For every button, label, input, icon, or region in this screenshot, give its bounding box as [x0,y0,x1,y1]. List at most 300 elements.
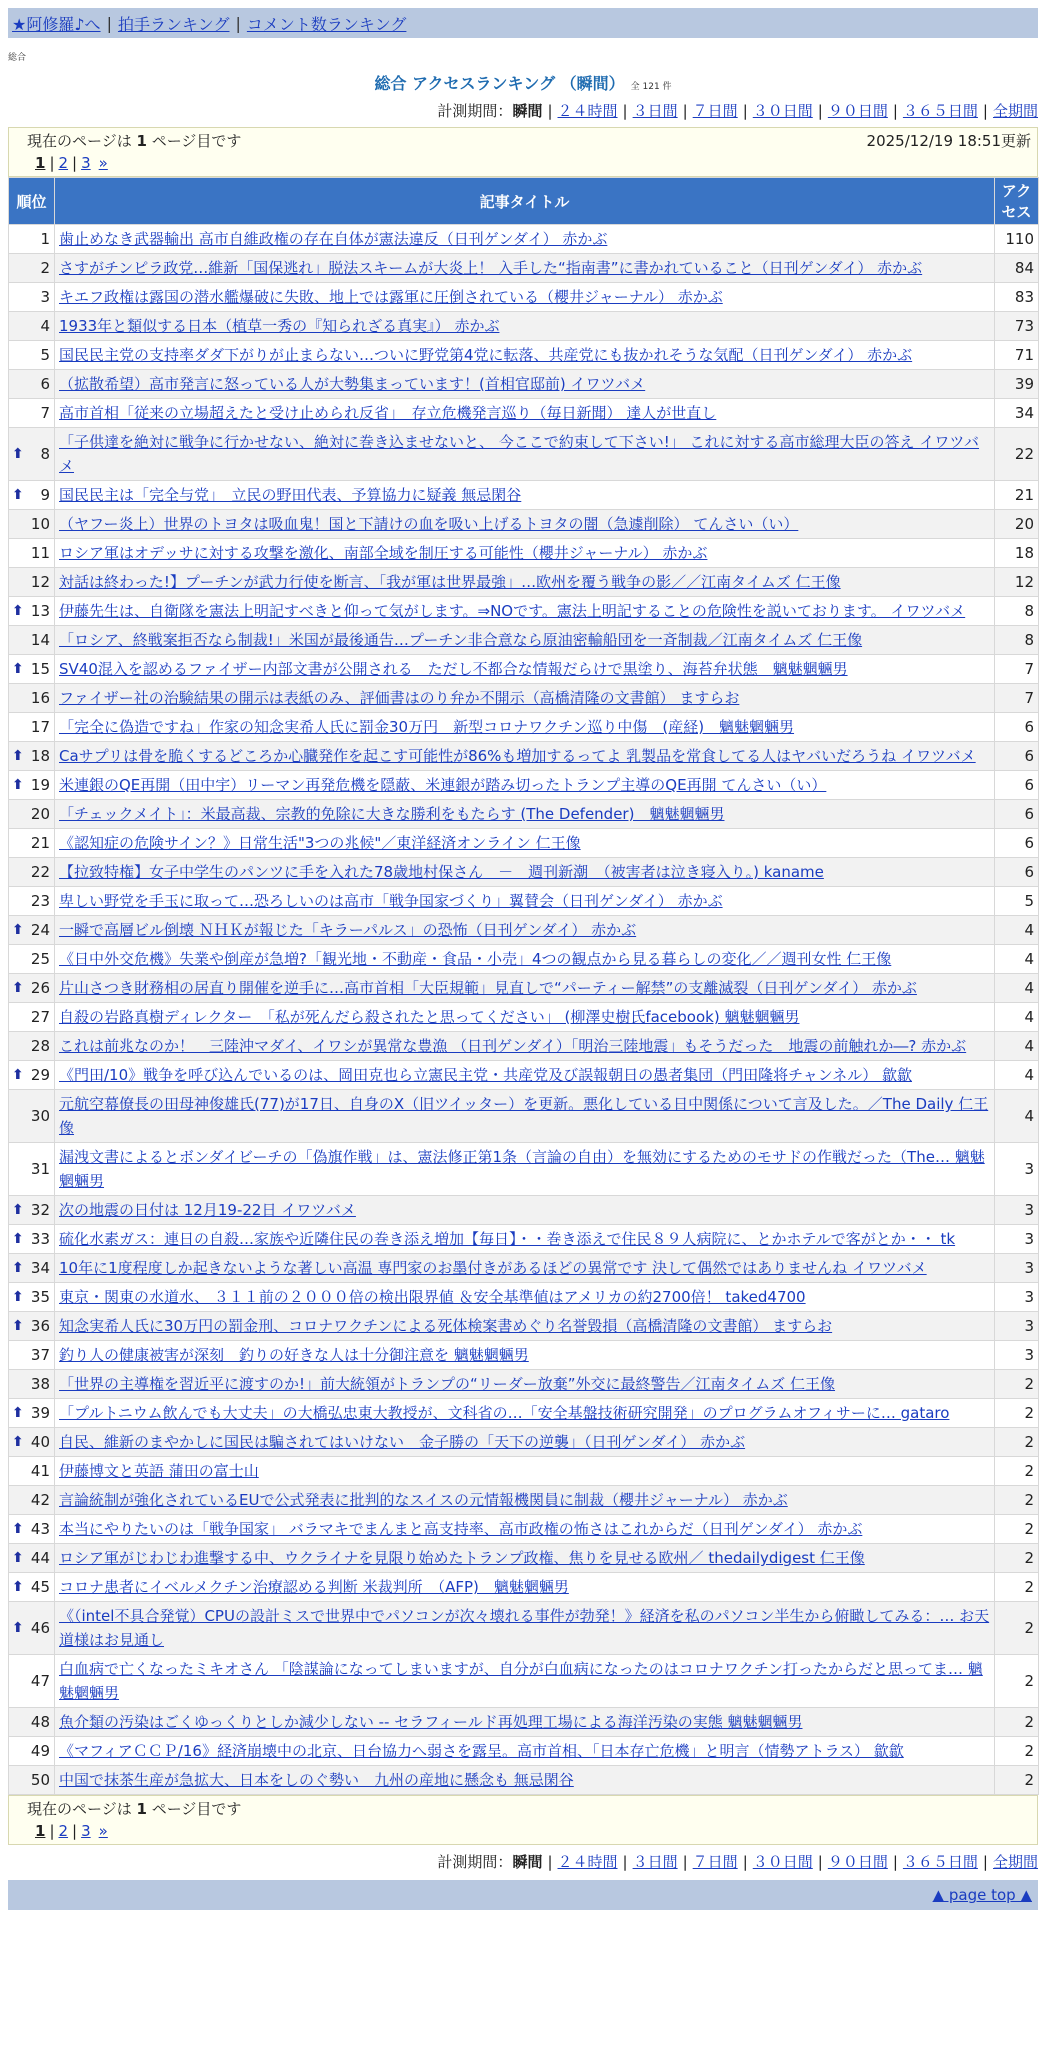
article-title-link[interactable]: 「世界の主導権を習近平に渡すのか!」前大統領がトランプの“リーダー放棄”外交に最終警告／江南タイムズ 仁王像 [59,1375,836,1393]
title-cell [55,1655,995,1708]
access-count: 3 [995,1225,1039,1254]
rank-cell [9,568,55,597]
table-row [9,1515,1039,1544]
rank-number: 15 [30,660,50,678]
rank-number: 44 [30,1549,50,1567]
article-title-link[interactable]: コロナ患者にイベルメクチン治療認める判断 米裁判所 （AFP) 魑魅魍魎男 [59,1578,569,1596]
article-title-link[interactable]: キエフ政権は露国の潜水艦爆破に失敗、地上では露軍に圧倒されている（櫻井ジャーナル） 赤かぶ [59,288,723,306]
title-cell [55,1143,995,1196]
article-title-link[interactable]: ファイザー社の治験結果の開示は表紙のみ、評価書はのり弁か不開示（高橋清隆の文書館） ますらお [59,689,740,707]
rank-number: 40 [30,1433,50,1451]
table-row [9,1737,1039,1766]
title-cell [55,829,995,858]
rank-number: 6 [40,375,50,393]
article-title-link[interactable]: 「完全に偽造ですね」作家の知念実希人氏に罰金30万円 新型コロナワクチン巡り中傷 (産経) 魑魅魍魎男 [59,718,795,736]
title-cell [55,283,995,312]
access-count: 12 [995,568,1039,597]
article-title-link[interactable]: 「ロシア、終戦案拒否なら制裁!」米国が最後通告…プーチン非合意なら原油密輸船団を一斉制裁／江南タイムズ 仁王像 [59,631,863,649]
access-count: 22 [995,428,1039,481]
table-row [9,800,1039,829]
access-count: 3 [995,1254,1039,1283]
pager-page-link[interactable]: 3 [81,1822,91,1840]
pager-next-link[interactable]: » [98,154,108,172]
period-option-link[interactable]: ３日間 [632,102,678,120]
title-cell [55,1225,995,1254]
rank-cell [9,1737,55,1766]
period-separator: | [892,102,898,120]
rank-cell [9,771,55,800]
period-separator: | [817,1853,823,1871]
article-title-link[interactable]: Caサプリは骨を脆くするどころか心臓発作を起こす可能性が86%も増加するってよ 乳製品を常食してる人はヤバいだろうね イワツバメ [59,747,976,765]
title-cell [55,1486,995,1515]
comment-ranking-link[interactable]: コメント数ランキング [246,14,407,34]
access-count: 3 [995,1143,1039,1196]
up-arrow-icon: ⬆ [12,980,24,996]
table-row [9,481,1039,510]
access-count: 2 [995,1399,1039,1428]
period-option-link[interactable]: ２４時間 [557,1853,618,1871]
rank-number: 35 [30,1288,50,1306]
article-title-link[interactable]: 一瞬で高層ビル倒壊 ＮＨＫが報じた「キラーパルス」の恐怖（日刊ゲンダイ） 赤かぶ [59,921,637,939]
access-count: 6 [995,800,1039,829]
period-option-link[interactable]: ３０日間 [752,1853,813,1871]
rank-number: 47 [30,1672,50,1690]
period-separator: | [622,1853,628,1871]
up-arrow-icon: ⬆ [12,1620,24,1636]
table-row [9,1090,1039,1143]
rank-number: 43 [30,1520,50,1538]
access-count: 21 [995,481,1039,510]
table-row [9,1766,1039,1795]
article-title-link[interactable]: 《認知症の危険サイン？》日常生活"3つの兆候"／東洋経済オンライン 仁王像 [59,834,581,852]
table-row [9,399,1039,428]
home-link[interactable]: ★阿修羅♪へ [12,14,101,34]
rank-cell [9,1602,55,1655]
article-title-link[interactable]: 本当にやりたいのは「戦争国家」 バラマキでまんまと高支持率、高市政権の怖さはこれからだ（日刊ゲンダイ） 赤かぶ [59,1520,863,1538]
article-title-link[interactable]: 釣り人の健康被害が深刻 釣りの好きな人は十分御注意を 魑魅魍魎男 [59,1346,529,1364]
rank-cell [9,597,55,626]
article-title-link[interactable]: 《マフィアＣＣＰ/16》経済崩壊中の北京、日台協力へ弱さを露呈。高市首相、「日本存亡危機」と明言（情勢アトラス） 歙歙 [59,1742,904,1760]
rank-cell [9,1428,55,1457]
pager-current: 1 [35,154,46,172]
access-count: 3 [995,1196,1039,1225]
article-title-link[interactable]: 《門田/10》戦争を呼び込んでいるのは、岡田克也ら立憲民主党・共産党及び誤報朝日の愚者集団（門田隆将チャンネル） 歙歙 [59,1066,913,1084]
pager-separator: | [49,154,55,172]
access-count: 2 [995,1708,1039,1737]
rank-number: 10 [30,515,50,533]
article-title-link[interactable]: 言論統制が強化されているEUで公式発表に批判的なスイスの元情報機関員に制裁（櫻井ジャーナル） 赤かぶ [59,1491,788,1509]
article-title-link[interactable]: 卑しい野党を手玉に取って…恐ろしいのは高市「戦争国家づくり」翼賛会（日刊ゲンダイ） 赤かぶ [59,892,723,910]
title-cell [55,399,995,428]
access-count: 8 [995,597,1039,626]
table-row [9,771,1039,800]
period-option-link[interactable]: 全期間 [992,1853,1038,1871]
applause-ranking-link[interactable]: 拍手ランキング [117,14,230,34]
updated-timestamp: 2025/12/19 18:51更新 [866,132,1031,150]
article-title-link[interactable]: 国民民主党の支持率ダダ下がりが止まらない…ついに野党第4党に転落、共産党にも抜かれそうな気配（日刊ゲンダイ） 赤かぶ [59,346,913,364]
access-count: 4 [995,1003,1039,1032]
article-title-link[interactable]: これは前兆なのか！ 三陸沖マダイ、イワシが異常な豊漁 （日刊ゲンダイ）「明治三陸地震」もそうだった 地震の前触れか―? 赤かぶ [59,1037,967,1055]
access-count: 73 [995,312,1039,341]
up-arrow-icon: ⬆ [12,1067,24,1083]
rank-number: 34 [30,1259,50,1277]
rank-number: 27 [30,1008,50,1026]
rank-number: 29 [30,1066,50,1084]
rank-number: 50 [30,1771,50,1789]
period-label: 計測期間： [437,1853,513,1871]
rank-number: 18 [30,747,50,765]
article-title-link[interactable]: ロシア軍がじわじわ進撃する中、ウクライナを見限り始めたトランプ政権、焦りを見せる欧州／ thedailydigest 仁王像 [59,1549,865,1567]
access-count: 84 [995,254,1039,283]
rank-number: 39 [30,1404,50,1422]
rank-cell [9,742,55,771]
up-arrow-icon: ⬆ [12,777,24,793]
period-option-link[interactable]: ３６５日間 [902,1853,978,1871]
article-title-link[interactable]: 知念実希人氏に30万円の罰金刑、コロナワクチンによる死体検案書めぐり名誉毀損（高橋清隆の文書館） ますらお [59,1317,833,1335]
access-count: 3 [995,1283,1039,1312]
table-row [9,341,1039,370]
table-row [9,1003,1039,1032]
article-title-link[interactable]: 《（intel不具合発覚）CPUの設計ミスで世界中でパソコンが次々壊れる事件が勃発！》経済を私のパソコン半生から俯瞰してみる：… お天道様はお見通し [59,1607,990,1649]
rank-cell [9,312,55,341]
title-cell [55,1341,995,1370]
pager-page-link[interactable]: 2 [58,1822,69,1840]
rank-cell [9,713,55,742]
rank-cell [9,1003,55,1032]
article-title-link[interactable]: 次の地震の日付は 12月19-22日 イワツバメ [59,1201,356,1219]
access-count: 2 [995,1486,1039,1515]
rank-number: 9 [40,486,50,504]
up-arrow-icon: ⬆ [12,922,24,938]
title-cell [55,974,995,1003]
article-title-link[interactable]: SV40混入を認めるファイザー内部文書が公開される ただし不都合な情報だらけで黒塗り、海苔弁状態 魑魅魍魎男 [59,660,848,678]
table-row [9,626,1039,655]
page-title [0,71,1046,94]
rank-cell [9,626,55,655]
access-count: 3 [995,1341,1039,1370]
access-count: 5 [995,887,1039,916]
article-title-link[interactable]: 自殺の岩路真樹ディレクター 「私が死んだら殺されたと思ってください」 (柳澤史樹氏facebook) 魑魅魍魎男 [59,1008,800,1026]
access-count: 6 [995,858,1039,887]
page-info-box [8,127,1038,177]
pager-current: 1 [35,1822,46,1840]
article-title-link[interactable]: 「プルトニウム飲んでも大丈夫」の大橋弘忠東大教授が、文科省の…「安全基盤技術研究開発」のプログラムオフィサーに… gataro [59,1404,950,1422]
period-option-link[interactable]: ２４時間 [557,102,618,120]
pager-separator: | [72,154,78,172]
article-title-link[interactable]: 東京・関東の水道水、 ３１１前の２０００倍の検出限界値 ＆安全基準値はアメリカの約2700倍！ taked4700 [59,1288,806,1306]
title-cell [55,1399,995,1428]
table-row [9,1457,1039,1486]
rank-number: 41 [30,1462,50,1480]
access-count: 8 [995,626,1039,655]
up-arrow-icon: ⬆ [12,1231,24,1247]
rank-cell [9,225,55,254]
article-title-link[interactable]: 国民民主は「完全与党」 立民の野田代表、予算協力に疑義 無忌閑谷 [59,486,522,504]
rank-number: 17 [30,718,50,736]
article-title-link[interactable]: 1933年と類似する日本（植草一秀の『知られざる真実』） 赤かぶ [59,317,500,335]
article-title-link[interactable]: 「子供達を絶対に戦争に行かせない、絶対に巻き込ませないと、 今ここで約束して下さい!」 これに対する高市総理大臣の答え イワツバメ [59,433,980,475]
period-separator: | [682,102,688,120]
access-count: 18 [995,539,1039,568]
access-count: 4 [995,1061,1039,1090]
rank-cell [9,1312,55,1341]
rank-cell [9,887,55,916]
up-arrow-icon: ⬆ [12,1434,24,1450]
up-arrow-icon: ⬆ [12,1202,24,1218]
pager-page-link[interactable]: 3 [81,154,91,172]
table-row [9,1428,1039,1457]
period-separator: | [622,102,628,120]
table-row [9,1341,1039,1370]
period-option-link[interactable]: ３６５日間 [902,102,978,120]
period-separator: | [742,102,748,120]
rank-number: 19 [30,776,50,794]
period-option-link[interactable]: ７日間 [692,1853,738,1871]
current-page-text: 現在のページは 1 ページ目です [27,132,242,150]
table-row [9,1544,1039,1573]
table-row [9,1143,1039,1196]
article-title-link[interactable]: 10年に1度程度しか起きないような著しい高温 専門家のお墨付きがあるほどの異常です 決して偶然ではありませんね イワツバメ [59,1259,927,1277]
title-cell [55,858,995,887]
access-count: 4 [995,974,1039,1003]
rank-cell [9,800,55,829]
access-count: 6 [995,713,1039,742]
access-count: 2 [995,1515,1039,1544]
rank-cell [9,1544,55,1573]
access-count: 6 [995,742,1039,771]
access-count: 2 [995,1370,1039,1399]
title-cell [55,225,995,254]
access-count: 39 [995,370,1039,399]
period-current: 瞬間 [512,102,543,120]
period-separator: | [547,102,553,120]
up-arrow-icon: ⬆ [12,1550,24,1566]
col-header-rank: 順位 [9,178,55,225]
rank-number: 48 [30,1713,50,1731]
title-cell [55,510,995,539]
period-option-link[interactable]: 全期間 [992,102,1038,120]
table-row [9,1312,1039,1341]
rank-number: 22 [30,863,50,881]
rank-cell [9,1254,55,1283]
article-title-link[interactable]: 片山さつき財務相の居直り開催を逆手に…高市首相「大臣規範」見直しで“パーティー解禁”の支離滅裂（日刊ゲンダイ） 赤かぶ [59,979,917,997]
article-title-link[interactable]: ロシア軍はオデッサに対する攻撃を激化、南部全域を制圧する可能性（櫻井ジャーナル） 赤かぶ [59,544,708,562]
rank-number: 4 [40,317,50,335]
up-arrow-icon: ⬆ [12,1289,24,1305]
article-title-link[interactable]: 米連銀のQE再開（田中宇）リーマン再発危機を隠蔽、米連銀が踏み切ったトランプ主導のQE再開 てんさい（い） [59,776,827,794]
period-option-link[interactable]: ７日間 [692,102,738,120]
rank-cell [9,1457,55,1486]
col-header-access: アクセス [995,178,1039,225]
pager-separator: | [49,1822,55,1840]
rank-number: 20 [30,805,50,823]
title-cell [55,887,995,916]
rank-number: 49 [30,1742,50,1760]
rank-number: 2 [40,259,50,277]
title-cell [55,1515,995,1544]
title-cell [55,684,995,713]
rank-number: 8 [40,445,50,463]
table-row [9,370,1039,399]
article-title-link[interactable]: （ヤフー炎上）世界のトヨタは吸血鬼！国と下請けの血を吸い上げるトヨタの闇（急遽削除） てんさい（い） [59,515,799,533]
rank-cell [9,1370,55,1399]
rank-cell [9,1655,55,1708]
category-tag: 総合 [8,53,27,63]
period-selector [8,100,1038,121]
title-cell [55,428,995,481]
access-count: 2 [995,1544,1039,1573]
period-separator: | [982,102,988,120]
period-current: 瞬間 [512,1853,543,1871]
title-cell [55,370,995,399]
article-title-link[interactable]: 伊藤博文と英語 蒲田の富士山 [59,1462,259,1480]
table-row [9,829,1039,858]
up-arrow-icon: ⬆ [12,1318,24,1334]
rank-number: 36 [30,1317,50,1335]
rank-number: 11 [30,544,50,562]
table-row [9,1399,1039,1428]
page-title-text: 総合 アクセスランキング （瞬間） [374,74,625,93]
access-count: 34 [995,399,1039,428]
title-cell [55,1196,995,1225]
article-title-link[interactable]: 伊藤先生は、自衛隊を憲法上明記すべきと仰って気がします。⇒NOです。憲法上明記することの危険性を説いております。 イワツバメ [59,602,966,620]
rank-number: 12 [30,573,50,591]
period-option-link[interactable]: ９０日間 [827,1853,888,1871]
table-row [9,1602,1039,1655]
table-row [9,254,1039,283]
table-row [9,1283,1039,1312]
title-cell [55,1573,995,1602]
rank-cell [9,1143,55,1196]
access-count: 2 [995,1573,1039,1602]
rank-cell [9,1225,55,1254]
up-arrow-icon: ⬆ [12,1521,24,1537]
up-arrow-icon: ⬆ [12,446,24,462]
table-row [9,1196,1039,1225]
article-title-link[interactable]: 《日中外交危機》失業や倒産が急増?「観光地・不動産・食品・小売」4つの観点から見る暮らしの変化／／週刊女性 仁王像 [59,950,892,968]
article-title-link[interactable]: 白血病で亡くなったミキオさん 「陰謀論になってしまいますが、自分が白血病になったのはコロナワクチン打ったからだと思ってま… 魑魅魍魎男 [59,1660,983,1702]
access-count: 7 [995,655,1039,684]
rank-cell [9,370,55,399]
article-title-link[interactable]: 【拉致特権】女子中学生のパンツに手を入れた78歳地村保さん － 週刊新潮 （被害者は泣き寝入り。) kaname [59,863,824,881]
article-title-link[interactable]: 対話は終わった!】プーチンが武力行使を断言、「我が軍は世界最強」…欧州を覆う戦争の影／／江南タイムズ 仁王像 [59,573,841,591]
rank-number: 38 [30,1375,50,1393]
title-cell [55,713,995,742]
current-page-text: 現在のページは 1 ページ目です [27,1800,242,1818]
title-cell [55,254,995,283]
title-cell [55,597,995,626]
table-row [9,1254,1039,1283]
rank-number: 7 [40,404,50,422]
access-count: 4 [995,1090,1039,1143]
rank-number: 46 [30,1619,50,1637]
title-cell [55,1428,995,1457]
title-cell [55,1283,995,1312]
title-cell [55,1061,995,1090]
table-row [9,916,1039,945]
up-arrow-icon: ⬆ [12,487,24,503]
rank-cell [9,1486,55,1515]
article-title-link[interactable]: さすがチンピラ政党…維新「国保逃れ」脱法スキームが大炎上！ 入手した“指南書”に書かれていること（日刊ゲンダイ） 赤かぶ [59,259,923,277]
title-cell [55,1602,995,1655]
up-arrow-icon: ⬆ [12,1405,24,1421]
article-title-link[interactable]: 硫化水素ガス：連日の自殺…家族や近隣住民の巻き添え増加【毎日】・・巻き添えで住民８９人病院に、とかホテルで客がとか・・ tk [59,1230,956,1248]
title-cell [55,742,995,771]
rank-cell [9,1399,55,1428]
rank-cell [9,1573,55,1602]
article-title-link[interactable]: 「チェックメイト」：米最高裁、宗教的免除に大きな勝利をもたらす (The Defender) 魑魅魍魎男 [59,805,725,823]
article-title-link[interactable]: （拡散希望）高市発言に怒っている人が大勢集まっています！(首相官邸前) イワツバメ [59,375,646,393]
access-count: 2 [995,1428,1039,1457]
title-cell [55,341,995,370]
rank-cell [9,1341,55,1370]
period-separator: | [547,1853,553,1871]
table-row [9,655,1039,684]
footer-bar [8,1880,1038,1910]
rank-cell [9,1708,55,1737]
article-title-link[interactable]: 歯止めなき武器輸出 高市自維政権の存在自体が憲法違反（日刊ゲンダイ） 赤かぶ [59,230,608,248]
title-cell [55,568,995,597]
period-option-link[interactable]: ３０日間 [752,102,813,120]
title-cell [55,1370,995,1399]
rank-cell [9,341,55,370]
rank-cell [9,916,55,945]
rank-cell [9,1090,55,1143]
article-title-link[interactable]: 自民、維新のまやかしに国民は騙されてはいけない 金子勝の「天下の逆襲」（日刊ゲンダイ） 赤かぶ [59,1433,746,1451]
period-option-link[interactable]: ９０日間 [827,102,888,120]
period-separator: | [682,1853,688,1871]
access-count: 4 [995,1032,1039,1061]
period-separator: | [742,1853,748,1871]
article-title-link[interactable]: 魚介類の汚染はごくゆっくりとしか減少しない -- セラフィールド再処理工場による海洋汚染の実態 魑魅魍魎男 [59,1713,803,1731]
access-count: 71 [995,341,1039,370]
rank-number: 42 [30,1491,50,1509]
rank-number: 24 [30,921,50,939]
article-title-link[interactable]: 高市首相「従来の立場超えたと受け止められ反省」 存立危機発言巡り（毎日新聞） 達人が世直し [59,404,717,422]
table-row [9,568,1039,597]
top-nav-bar [8,8,1038,38]
table-row [9,428,1039,481]
up-arrow-icon: ⬆ [12,661,24,677]
article-title-link[interactable]: 漏洩文書によるとボンダイビーチの「偽旗作戦」は、憲法修正第1条（言論の自由）を無効にするためのモサドの作戦だった（The… 魑魅魍魎男 [59,1148,985,1190]
period-separator: | [982,1853,988,1871]
pager-next-link[interactable]: » [98,1822,108,1840]
table-row [9,1370,1039,1399]
article-title-link[interactable]: 中国で抹茶生産が急拡大、日本をしのぐ勢い 九州の産地に懸念も 無忌閑谷 [59,1771,574,1789]
table-row [9,684,1039,713]
page-top-link[interactable]: ▲ page top ▲ [932,1886,1032,1904]
rank-cell [9,428,55,481]
period-separator: | [892,1853,898,1871]
up-arrow-icon: ⬆ [12,748,24,764]
title-cell [55,1003,995,1032]
rank-number: 25 [30,950,50,968]
title-cell [55,800,995,829]
page-info-box-bottom [8,1795,1038,1845]
article-title-link[interactable]: 元航空幕僚長の田母神俊雄氏(77)が17日、自身のX（旧ツイッター）を更新。悪化している日中関係について言及した。／The Daily 仁王像 [59,1095,989,1137]
rank-cell [9,974,55,1003]
access-count: 20 [995,510,1039,539]
nav-separator: | [106,13,112,33]
table-row [9,597,1039,626]
rank-cell [9,1283,55,1312]
rank-number: 21 [30,834,50,852]
title-cell [55,1312,995,1341]
pager-page-link[interactable]: 2 [58,154,69,172]
access-count: 2 [995,1457,1039,1486]
rank-cell [9,510,55,539]
period-option-link[interactable]: ３日間 [632,1853,678,1871]
